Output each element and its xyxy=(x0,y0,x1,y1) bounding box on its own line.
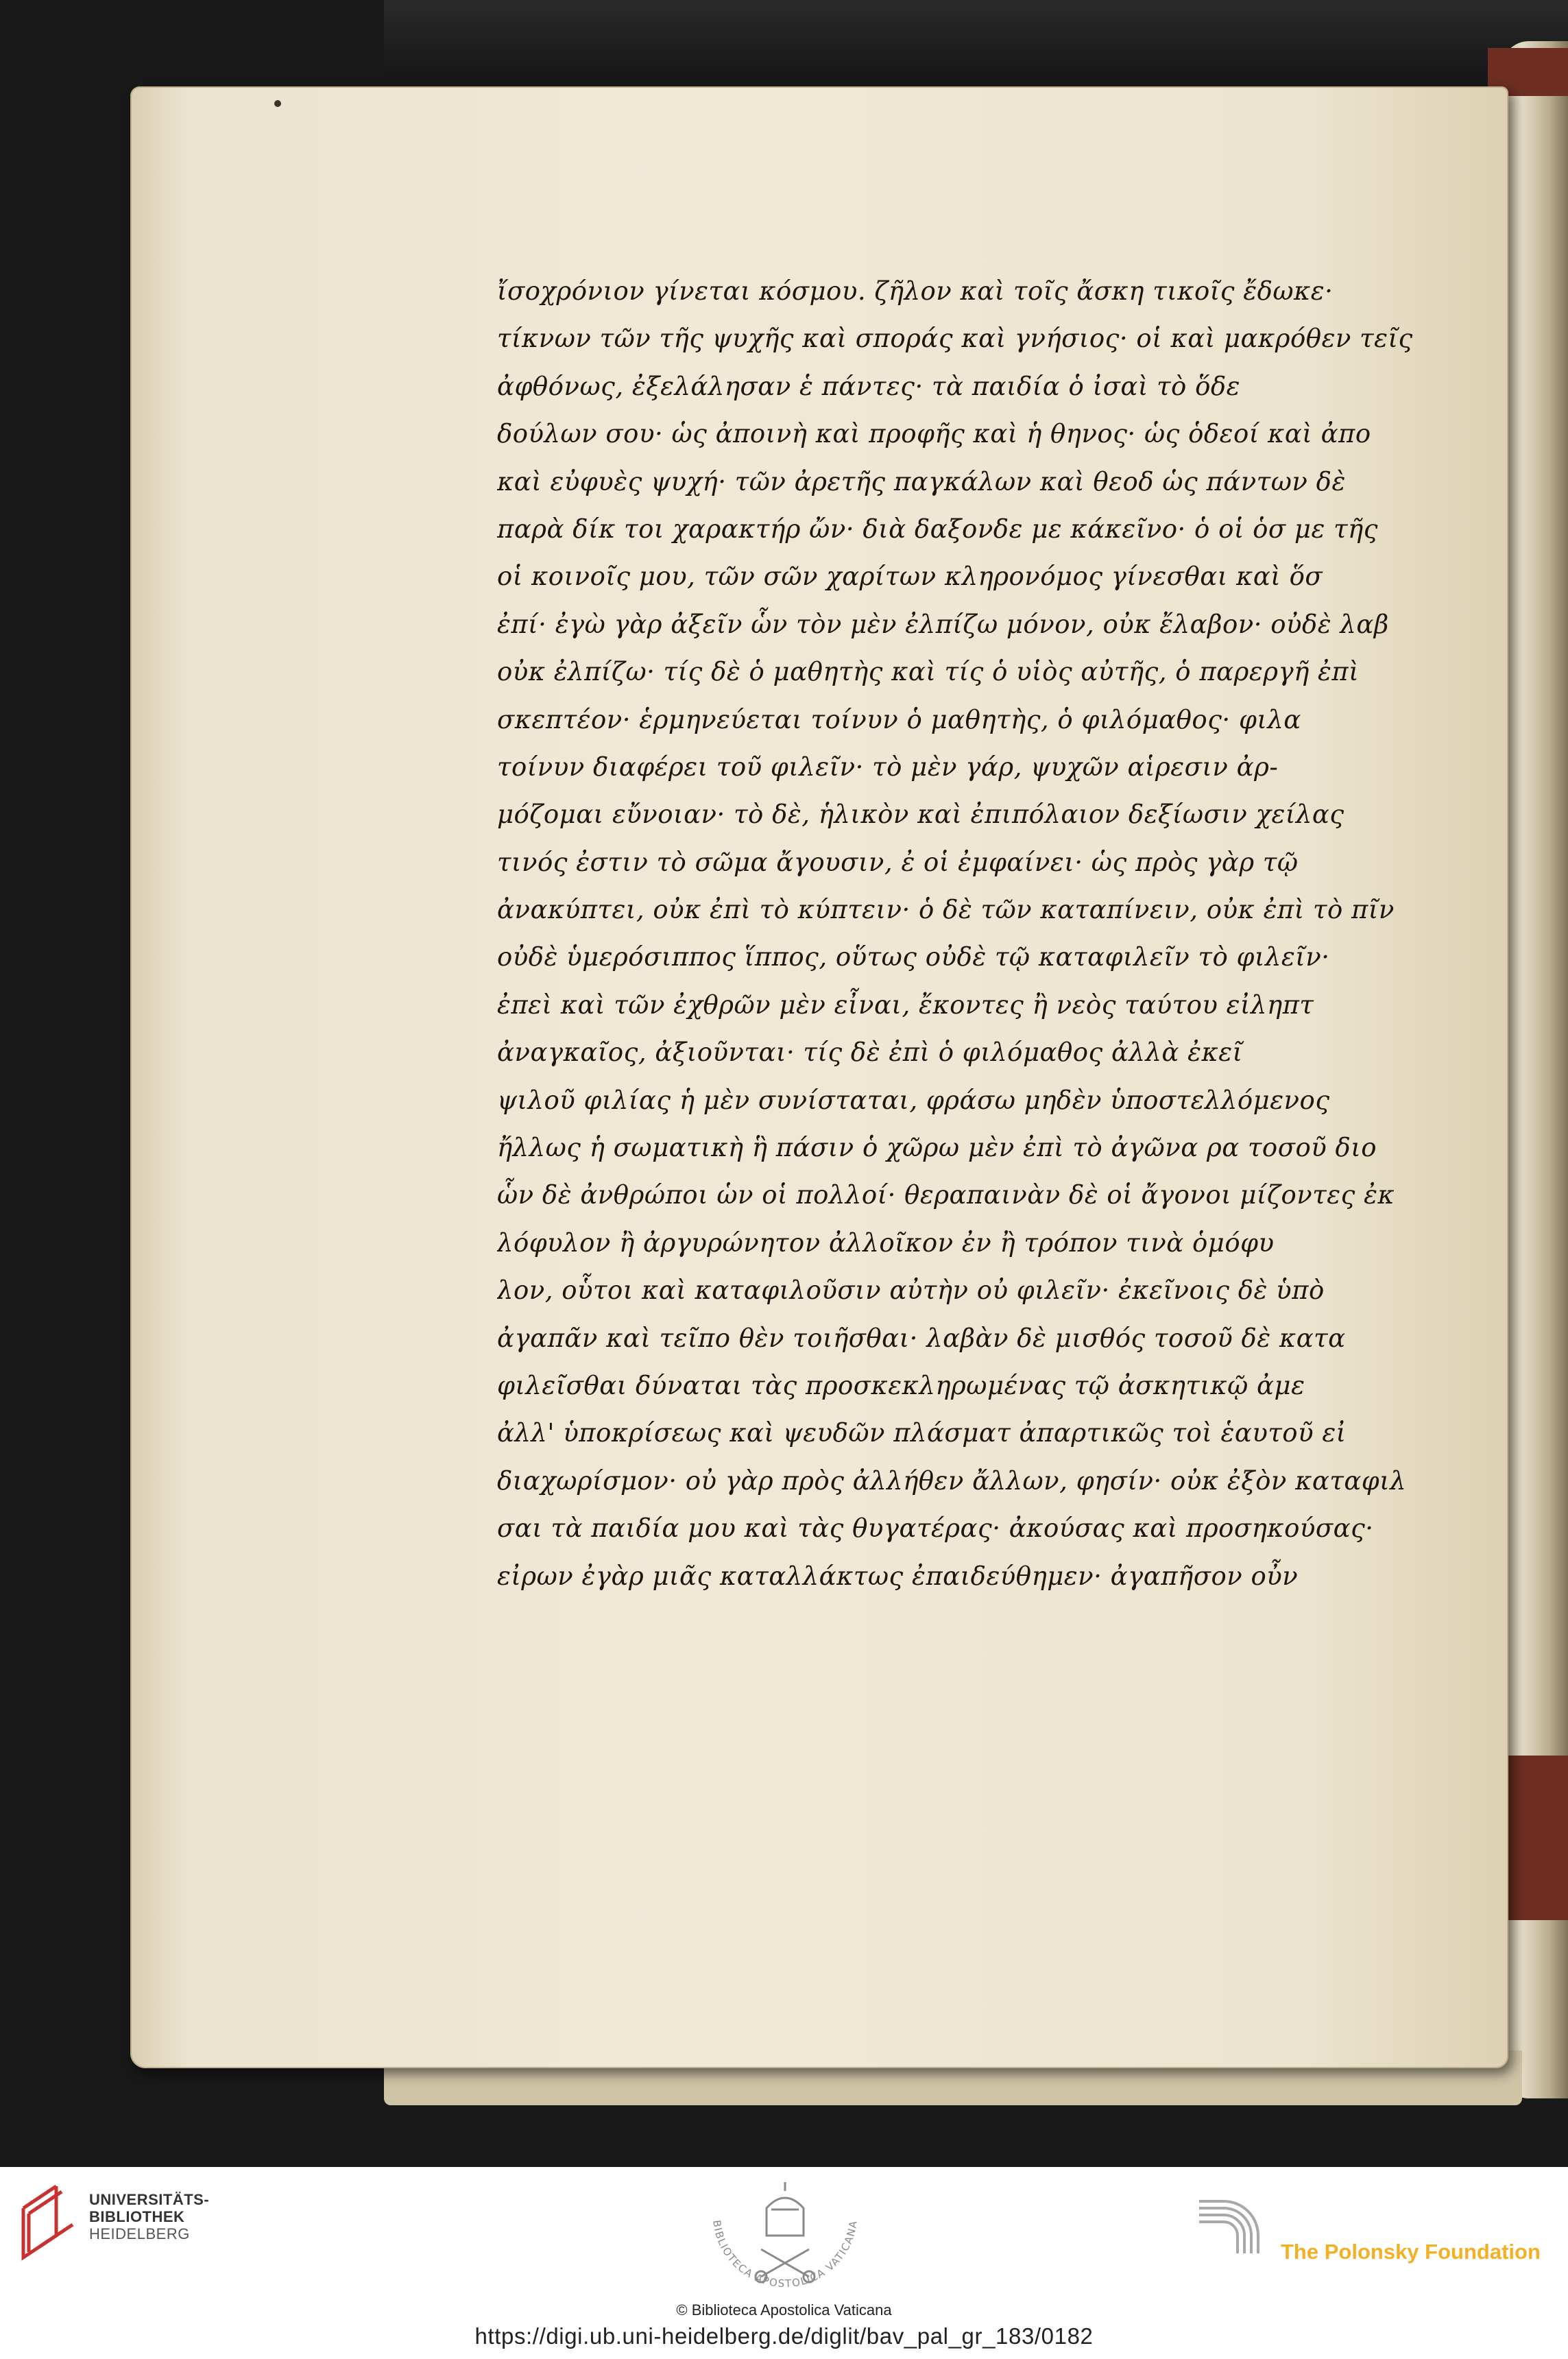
text-line: ἀλλ' ὑποκρίσεως καὶ ψευδῶν πλάσματ ἀπαρτικῶς τοὶ ἑαυτοῦ εἰ xyxy=(497,1418,1347,1448)
ub-name-line: UNIVERSITÄTS- xyxy=(89,2191,210,2208)
text-line: σκεπτέον· ἑρμηνεύεται τοίνυν ὁ μαθητὴς, ὁ φιλόμαθος· φιλα xyxy=(497,704,1301,734)
text-line: οὐδὲ ὑμερόσιππος ἵππος, οὕτως οὐδὲ τῷ καταφιλεῖν τὸ φιλεῖν· xyxy=(497,942,1330,972)
text-line: ἀνακύπτει, οὐκ ἐπὶ τὸ κύπτειν· ὁ δὲ τῶν καταπίνειν, οὐκ ἐπὶ τὸ πῖν xyxy=(497,895,1395,925)
text-line: τίκνων τῶν τῆς ψυχῆς καὶ σποράς καὶ γνήσιος· οἱ καὶ μακρόθεν τεῖς xyxy=(497,324,1413,354)
text-line: εἰρων ἐγὰρ μιᾶς καταλλάκτως ἐπαιδεύθημεν· ἀγαπῆσον οὖν xyxy=(497,1561,1299,1591)
text-line: ἐπεὶ καὶ τῶν ἐχθρῶν μὲν εἶναι, ἔκοντες ἢ νεὸς ταύτου εἰληπτ xyxy=(497,990,1314,1020)
text-line: καὶ εὐφυὲς ψυχή· τῶν ἀρετῆς παγκάλων καὶ θεοδ ὡς πάντων δὲ xyxy=(497,466,1346,496)
ub-name-line: BIBLIOTHEK xyxy=(89,2208,185,2225)
text-line: οὐκ ἐλπίζω· τίς δὲ ὁ μαθητὴς καὶ τίς ὁ υἱὸς αὐτῆς, ὁ παρεργῆ ἐπὶ xyxy=(497,657,1360,687)
text-line: ψιλοῦ φιλίας ἡ μὲν συνίσταται, φράσω μηδὲν ὑποστελλόμενος xyxy=(497,1085,1330,1115)
bav-seal-text: BIBLIOTECA APOSTOLICA VATICANA xyxy=(710,2219,860,2290)
ub-heidelberg-logo-icon[interactable] xyxy=(15,2181,77,2263)
ub-name-line: HEIDELBERG xyxy=(89,2225,190,2242)
polonsky-arcs-icon[interactable] xyxy=(1196,2188,1279,2256)
text-line: τινός ἐστιν τὸ σῶμα ἄγουσιν, ἐ οἱ ἐμφαίνει· ὡς πρὸς γὰρ τῷ xyxy=(497,847,1299,877)
ub-heidelberg-name[interactable] xyxy=(89,2191,209,2242)
text-line: παρὰ δίκ τοι χαρακτήρ ὤν· διὰ δαξονδε με κάκεῖνο· ὁ οἱ ὁσ με τῆς xyxy=(497,514,1378,544)
scan-background-glare xyxy=(384,0,1568,75)
text-line: οἱ κοινοῖς μου, τῶν σῶν χαρίτων κληρονόμος γίνεσθαι καὶ ὅσ xyxy=(497,562,1323,592)
svg-text:BIBLIOTECA APOSTOLICA VATICANA xyxy=(710,2219,860,2290)
text-line: ἐπί· ἐγὼ γὰρ ἀξεῖν ὧν τὸν μὲν ἐλπίζω μόνον, οὐκ ἔλαβον· οὐδὲ λαβ xyxy=(497,609,1389,639)
text-line: τοίνυν διαφέρει τοῦ φιλεῖν· τὸ μὲν γάρ, ψυχῶν αἱρεσιν ἀρ- xyxy=(497,752,1279,782)
polonsky-foundation-name[interactable]: The Polonsky Foundation xyxy=(1281,2240,1541,2264)
text-line: ὧν δὲ ἀνθρώποι ὡν οἱ πολλοί· θεραπαινὰν δὲ οἱ ἄγονοι μίζοντες ἐκ xyxy=(497,1180,1395,1210)
text-line: ἤλλως ἡ σωματικὴ ἣ πάσιν ὁ χῶρω μὲν ἐπὶ τὸ ἀγῶνα ρα τοσοῦ διο xyxy=(497,1133,1377,1163)
bav-copyright: © Biblioteca Apostolica Vaticana xyxy=(676,2301,892,2319)
text-line: ἴσοχρόνιον γίνεται κόσμου. ζῆλον καὶ τοῖς ἄσκη τικοῖς ἔδωκε· xyxy=(497,276,1334,306)
text-line: δούλων σου· ὡς ἀποινὴ καὶ προφῆς καὶ ἡ θηνος· ὡς ὁδεοί καὶ ἀπο xyxy=(497,419,1371,449)
permalink-url[interactable]: https://digi.ub.uni-heidelberg.de/diglit/bav_pal_gr_183/0182 xyxy=(474,2323,1094,2349)
text-line: ἀφθόνως, ἐξελάλησαν ἑ πάντες· τὰ παιδία ὁ ἰσαὶ τὸ ὅδε xyxy=(497,371,1240,401)
text-line: λον, οὗτοι καὶ καταφιλοῦσιν αὐτὴν οὐ φιλεῖν· ἐκεῖνοις δὲ ὑπὸ xyxy=(497,1276,1325,1306)
vatican-library-seal-icon[interactable] xyxy=(686,2174,884,2311)
margin-mark xyxy=(274,100,281,107)
text-line: ἀγαπᾶν καὶ τεῖπο θὲν τοιῆσθαι· λαβὰν δὲ μισθός τοσοῦ δὲ κατα xyxy=(497,1323,1346,1353)
text-line: ἀναγκαῖος, ἀξιοῦνται· τίς δὲ ἐπὶ ὁ φιλόμαθος ἀλλὰ ἐκεῖ xyxy=(497,1038,1243,1068)
text-line: μόζομαι εὔνοιαν· τὸ δὲ, ἡλικὸν καὶ ἐπιπόλαιον δεξίωσιν χείλας xyxy=(497,800,1344,830)
text-line: λόφυλον ἢ ἀργυρώνητον ἀλλοῖκον ἐν ἢ τρόπον τινὰ ὁμόφυ xyxy=(497,1228,1275,1258)
text-line: διαχωρίσμον· οὐ γὰρ πρὸς ἀλλήθεν ἄλλων, φησίν· οὐκ ἐξὸν καταφιλ xyxy=(497,1465,1407,1496)
text-line: φιλεῖσθαι δύναται τὰς προσκεκληρωμένας τῷ ἀσκητικῷ ἀμε xyxy=(497,1370,1305,1400)
manuscript-text xyxy=(497,267,1450,1600)
text-line: σαι τὰ παιδία μου καὶ τὰς θυγατέρας· ἀκούσας καὶ προσηκούσας· xyxy=(497,1513,1374,1544)
